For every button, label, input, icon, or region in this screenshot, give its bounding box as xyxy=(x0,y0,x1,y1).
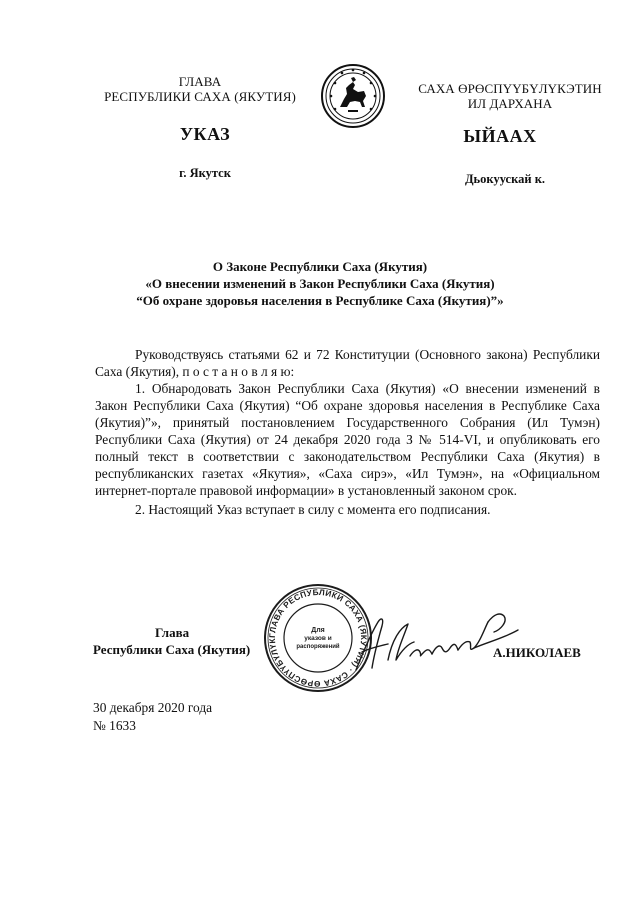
issuer-sakha xyxy=(395,81,625,111)
signatory-position-line2: Республики Саха (Якутия) xyxy=(93,642,251,657)
seal-ring-text: ГЛАВА РЕСПУБЛИКИ САХА (ЯКУТИЯ) · САХА ӨРӨСПҮҮБҮЛҮК xyxy=(267,587,369,689)
document-title xyxy=(0,258,640,309)
issuer-ru-line1: ГЛАВА xyxy=(178,74,222,89)
seal-center-line2: указов и xyxy=(304,635,332,642)
intro-paragraph: Руководствуясь статьями 62 и 72 Конституции (Основного закона) Республики Саха (Якутия), п о с т а н о в л я ю: xyxy=(95,347,600,379)
city-ru: г. Якутск xyxy=(179,166,231,180)
item-2-paragraph: 2. Настоящий Указ вступает в силу с момента его подписания. xyxy=(135,502,491,517)
seal-center-line3: распоряжений xyxy=(296,644,340,650)
document-number: № 1633 xyxy=(93,718,136,733)
item-1-paragraph: 1. Обнародовать Закон Республики Саха (Якутия) «О внесении изменений в Закон Республики Саха (Якутия) “Об охране здоровья населения в Республике Саха (Якутия)”», принятый постановлением Государственного Собрания (Ил Тумэн) Республики Саха (Якутия) от 24 декабря 2020 года З № 514-VI, и опубликовать его полный текст в соответствии с законодательством Республики Саха (Якутия) в республиканских газетах «Якутия», «Саха сирэ», «Ил Тумэн», на «Официальном интернет-портале правовой информации» в установленный законом срок. xyxy=(95,381,600,498)
issuer-ru-line2: РЕСПУБЛИКИ САХА (ЯКУТИЯ) xyxy=(104,89,296,104)
signatory-position xyxy=(93,624,283,658)
coat-of-arms-emblem xyxy=(320,63,386,129)
document-body xyxy=(95,346,600,518)
issuer-sakha-line2: ИЛ ДАРХАНА xyxy=(467,96,553,111)
city-sakha: Дьокуускай к. xyxy=(464,172,546,186)
handwritten-signature xyxy=(348,600,528,680)
issuer-ru xyxy=(90,74,310,104)
document-date: 30 декабря 2020 года xyxy=(93,700,213,715)
title-line2: «О внесении изменений в Закон Республики Саха (Якутия) xyxy=(145,276,495,291)
issuer-sakha-line1: САХА ӨРӨСПҮҮБҮЛҮКЭТИН xyxy=(418,81,602,96)
seal-center-line1: Для xyxy=(311,627,325,634)
signature-icon xyxy=(348,600,528,680)
title-line3: “Об охране здоровья населения в Республике Саха (Якутия)”» xyxy=(136,293,504,308)
emblem-icon xyxy=(320,63,386,129)
signatory-position-line1: Глава xyxy=(155,625,190,640)
title-line1: О Законе Республики Саха (Якутия) xyxy=(212,259,428,274)
doc-type-sakha: ЫЙААХ xyxy=(463,126,537,146)
doc-type-ru: УКАЗ xyxy=(179,124,231,144)
signatory-name: А.НИКОЛАЕВ xyxy=(493,645,581,660)
